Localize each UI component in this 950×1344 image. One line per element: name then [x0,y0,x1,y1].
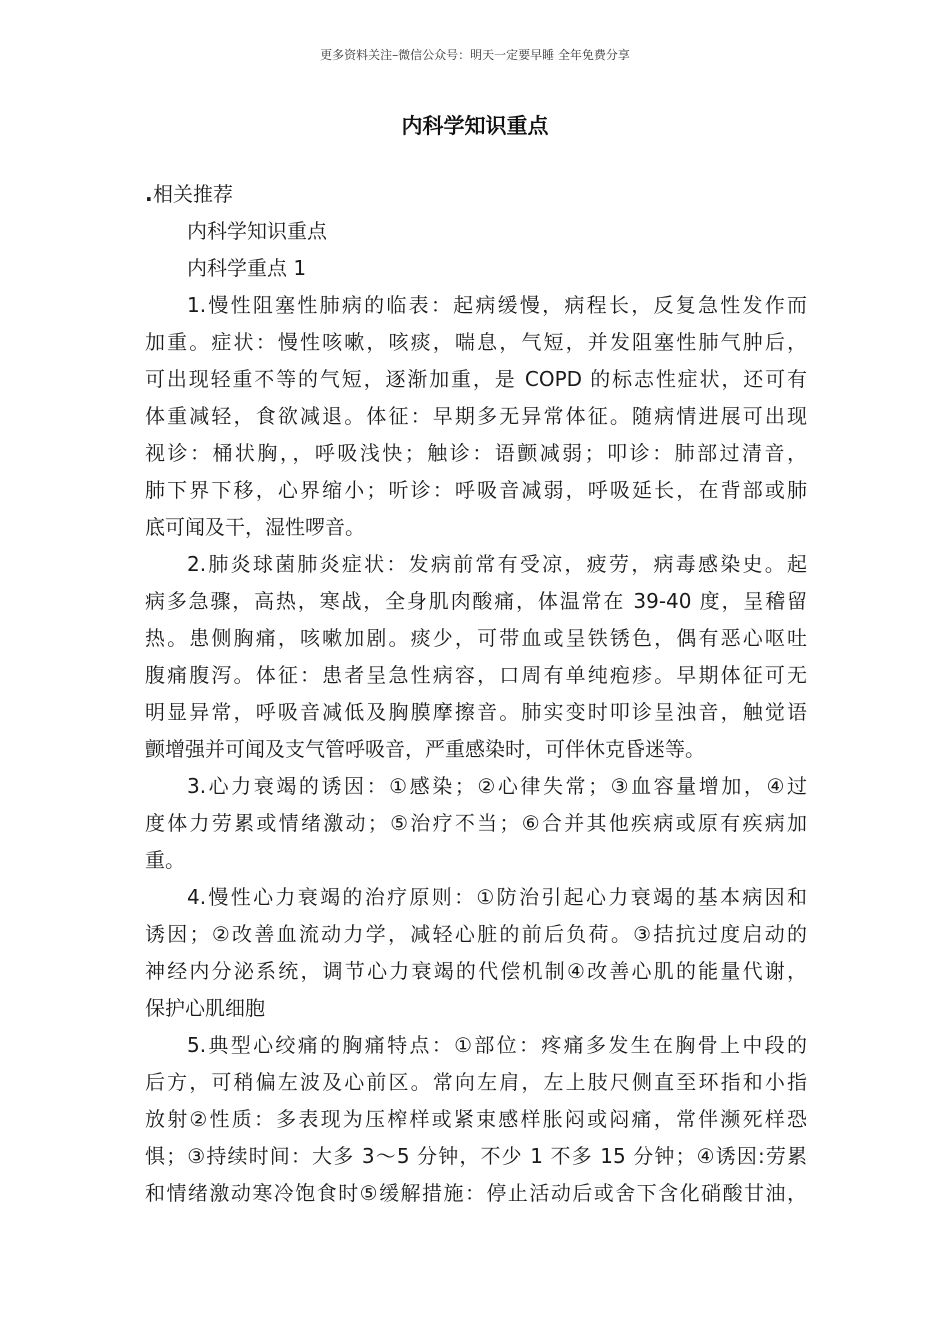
paragraph-line: 底可闻及干，湿性啰音。 [145,515,365,539]
paragraph-line: 可出现轻重不等的气短，逐渐加重，是 COPD 的标志性症状，还可有 [145,367,807,391]
paragraph-line: 4.慢性心力衰竭的治疗原则：①防治引起心力衰竭的基本病因和 [187,885,807,909]
paragraph-line: 视诊：桶状胸，，呼吸浅快；触诊：语颤减弱；叩诊：肺部过清音， [145,441,807,465]
paragraph-line: 重。 [145,848,185,872]
paragraph-5 [145,1027,807,1212]
paragraph-line: 2.肺炎球菌肺炎症状：发病前常有受凉，疲劳，病毒感染史。起 [187,552,807,576]
document-body [145,176,807,1212]
paragraph-line: 惧；③持续时间：大多 3～5 分钟，不少 1 不多 15 分钟；④诱因:劳累 [145,1144,807,1168]
paragraph-line: 3.心力衰竭的诱因：①感染；②心律失常；③血容量增加，④过 [187,774,807,798]
paragraph-line: 度体力劳累或情绪激动；⑤治疗不当；⑥合并其他疾病或原有疾病加 [145,811,807,835]
paragraph-line: 后方，可稍偏左波及心前区。常向左肩，左上肢尺侧直至环指和小指 [145,1070,807,1094]
paragraph-line: 保护心肌细胞 [145,996,265,1020]
paragraph-line: 神经内分泌系统，调节心力衰竭的代偿机制④改善心肌的能量代谢， [145,959,807,983]
paragraph-3 [145,768,807,879]
paragraph-line: 腹痛腹泻。体征：患者呈急性病容，口周有单纯疱疹。早期体征可无 [145,663,807,687]
related-item-1: 内科学知识重点 [187,219,327,243]
paragraph-2 [145,546,807,768]
paragraph-line: 和情绪激动寒冷饱食时⑤缓解措施：停止活动后或舍下含化硝酸甘油， [145,1181,807,1205]
paragraph-line: 肺下界下移，心界缩小；听诊：呼吸音减弱，呼吸延长，在背部或肺 [145,478,807,502]
related-heading [145,176,807,213]
paragraph-line: 诱因；②改善血流动力学，减轻心脏的前后负荷。③拮抗过度启动的 [145,922,807,946]
paragraph-line: 1.慢性阻塞性肺病的临表：起病缓慢，病程长，反复急性发作而 [187,293,807,317]
paragraph-line: 体重减轻，食欲减退。体征：早期多无异常体征。随病情进展可出现 [145,404,807,428]
bullet-icon: . [145,182,153,206]
paragraph-line: 热。患侧胸痛，咳嗽加剧。痰少，可带血或呈铁锈色，偶有恶心呕吐 [145,626,807,650]
paragraph-line: 病多急骤，高热，寒战，全身肌肉酸痛，体温常在 39-40 度，呈稽留 [145,589,807,613]
paragraph-line: 加重。症状：慢性咳嗽，咳痰，喘息，气短，并发阻塞性肺气肿后， [145,330,807,354]
paragraph-4 [145,879,807,1027]
related-item-2: 内科学重点 1 [187,256,307,280]
paragraph-line: 放射②性质：多表现为压榨样或紧束感样胀闷或闷痛，常伴濒死样恐 [145,1107,807,1131]
header-note: 更多资料关注–微信公众号：明天一定要早睡 全年免费分享 [320,48,630,62]
paragraph-line: 明显异常，呼吸音减低及胸膜摩擦音。肺实变时叩诊呈浊音，触觉语 [145,700,807,724]
related-label: 相关推荐 [153,182,233,206]
document-title: 内科学知识重点 [401,114,549,138]
paragraph-1 [145,287,807,546]
paragraph-line: 颤增强并可闻及支气管呼吸音，严重感染时，可伴休克昏迷等。 [145,737,705,761]
paragraph-line: 5.典型心绞痛的胸痛特点：①部位：疼痛多发生在胸骨上中段的 [187,1033,807,1057]
